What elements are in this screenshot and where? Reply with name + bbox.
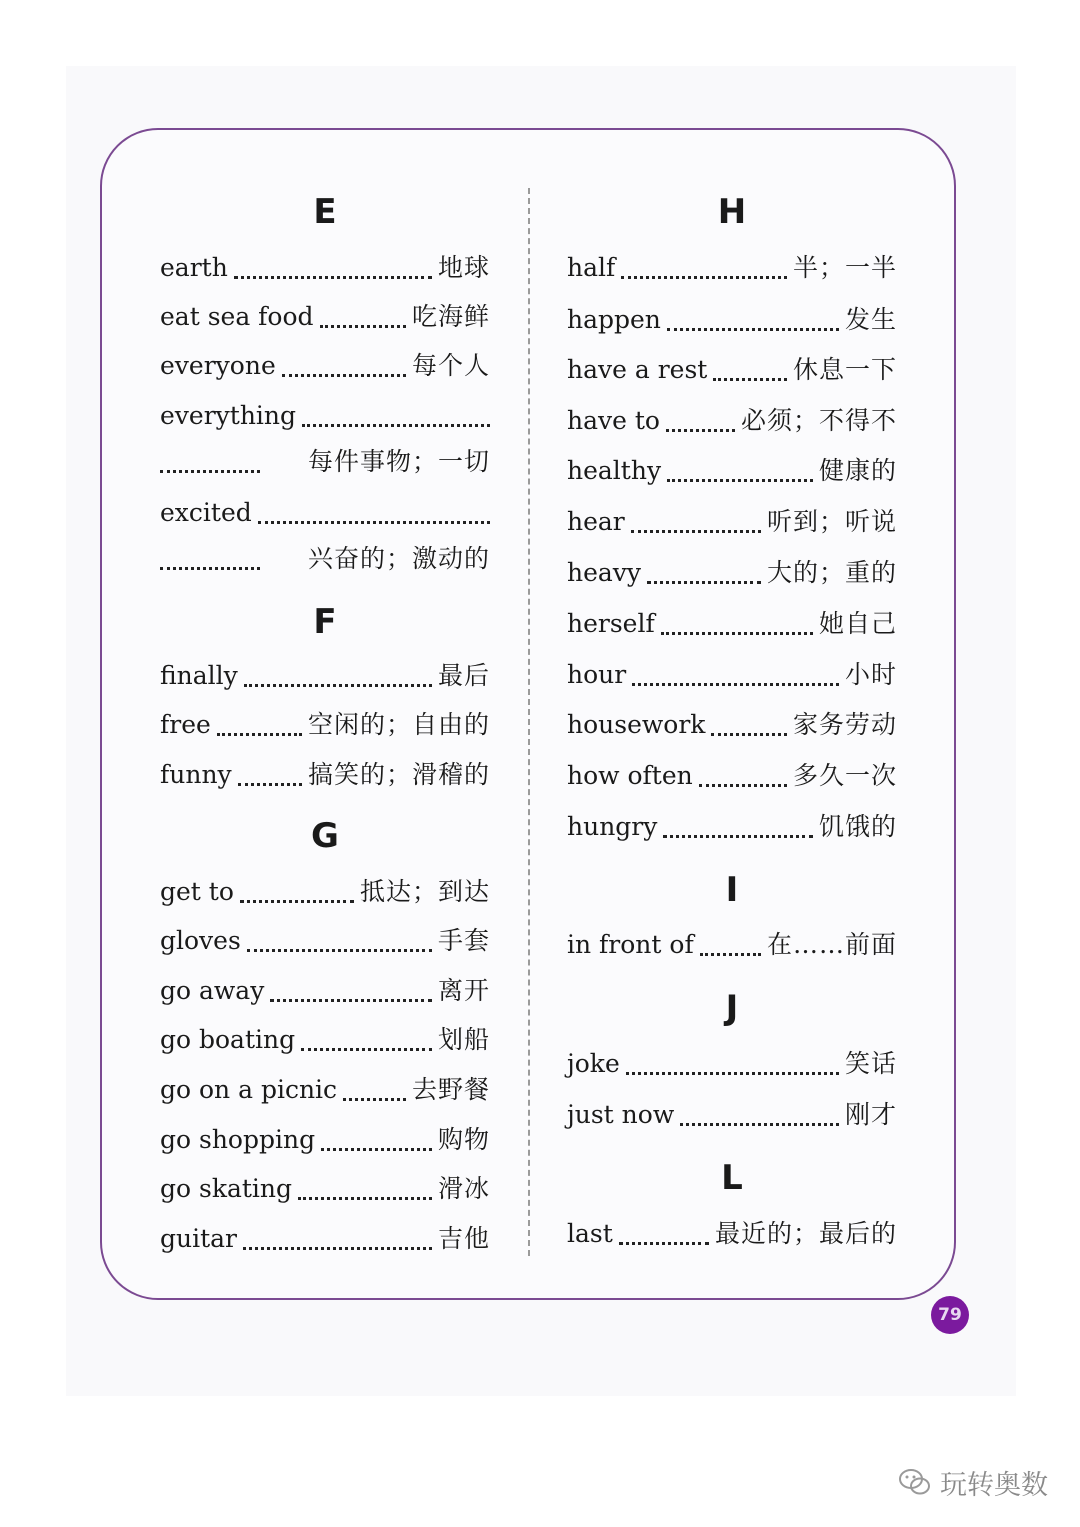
glossary-entry bbox=[160, 658, 490, 694]
entry-word: in front of bbox=[567, 930, 694, 959]
entry-word: hour bbox=[567, 660, 627, 689]
entry-word: just now bbox=[567, 1100, 675, 1129]
entry-meaning: 离开 bbox=[437, 976, 490, 1005]
glossary-entry bbox=[567, 927, 897, 963]
section-letter-f: F bbox=[313, 602, 337, 642]
entry-word: have a rest bbox=[567, 355, 708, 384]
glossary-entry bbox=[160, 398, 490, 434]
entry-meaning: 家务劳动 bbox=[792, 710, 897, 739]
entry-word: go skating bbox=[160, 1174, 293, 1203]
entry-meaning: 健康的 bbox=[818, 456, 897, 485]
glossary-entry bbox=[160, 348, 490, 384]
glossary-entry bbox=[567, 302, 897, 338]
glossary-entry bbox=[160, 973, 490, 1009]
entry-meaning: 空闲的；自由的 bbox=[307, 710, 490, 739]
entry-word: healthy bbox=[567, 456, 662, 485]
glossary-entry bbox=[567, 657, 897, 693]
entry-meaning: 划船 bbox=[437, 1025, 490, 1054]
entry-word: everyone bbox=[160, 351, 276, 380]
glossary-entry bbox=[567, 504, 897, 540]
entry-word: go shopping bbox=[160, 1125, 316, 1154]
entry-meaning: 必须；不得不 bbox=[740, 406, 897, 435]
entry-word: happen bbox=[567, 305, 661, 334]
glossary-entry bbox=[160, 923, 490, 959]
section-letter-i: I bbox=[725, 870, 739, 910]
entry-meaning: 小时 bbox=[844, 660, 897, 689]
entry-meaning: 听到；听说 bbox=[766, 507, 897, 536]
entry-word: half bbox=[567, 253, 616, 282]
section-letter-h: H bbox=[717, 192, 747, 232]
glossary-entry bbox=[567, 453, 897, 489]
glossary-entry bbox=[567, 1216, 897, 1252]
glossary-entry bbox=[160, 299, 490, 335]
entry-word: heavy bbox=[567, 558, 642, 587]
glossary-entry bbox=[567, 1097, 897, 1133]
glossary-entry bbox=[567, 403, 897, 439]
entry-word: go boating bbox=[160, 1025, 296, 1054]
entry-meaning: 饥饿的 bbox=[818, 812, 897, 841]
entry-word: housework bbox=[567, 710, 706, 739]
entry-word: hear bbox=[567, 507, 625, 536]
glossary-entry-continuation bbox=[160, 541, 490, 577]
entry-word: eat sea food bbox=[160, 302, 314, 331]
entry-word: last bbox=[567, 1219, 613, 1248]
entry-meaning: 多久一次 bbox=[792, 761, 897, 790]
glossary-entry bbox=[567, 809, 897, 845]
entry-word: earth bbox=[160, 253, 228, 282]
entry-word: free bbox=[160, 710, 211, 739]
entry-word: go on a picnic bbox=[160, 1075, 338, 1104]
entry-meaning: 兴奋的；激动的 bbox=[307, 544, 490, 573]
entry-word: funny bbox=[160, 760, 232, 789]
entry-meaning: 最近的；最后的 bbox=[714, 1219, 897, 1248]
entry-meaning: 滑冰 bbox=[437, 1174, 490, 1203]
wechat-icon bbox=[898, 1467, 932, 1497]
entry-meaning: 笑话 bbox=[844, 1049, 897, 1078]
section-letter-j: J bbox=[725, 988, 739, 1028]
glossary-entry bbox=[567, 352, 897, 388]
glossary-entry bbox=[160, 1171, 490, 1207]
glossary-entry bbox=[160, 1221, 490, 1257]
entry-meaning: 去野餐 bbox=[411, 1075, 490, 1104]
entry-meaning: 抵达；到达 bbox=[359, 877, 490, 906]
entry-meaning: 在……前面 bbox=[766, 930, 897, 959]
column-divider bbox=[528, 188, 530, 1256]
entry-word: have to bbox=[567, 406, 660, 435]
watermark bbox=[898, 1462, 1048, 1502]
section-letter-e: E bbox=[313, 192, 337, 232]
watermark-text: 玩转奥数 bbox=[940, 1469, 1048, 1501]
entry-meaning: 手套 bbox=[437, 926, 490, 955]
glossary-entry bbox=[567, 1046, 897, 1082]
entry-word: get to bbox=[160, 877, 234, 906]
entry-word: excited bbox=[160, 498, 252, 527]
entry-meaning: 休息一下 bbox=[792, 355, 897, 384]
entry-word: guitar bbox=[160, 1224, 238, 1253]
glossary-entry bbox=[567, 606, 897, 642]
glossary-entry bbox=[567, 758, 897, 794]
glossary-entry bbox=[160, 250, 490, 286]
glossary-entry bbox=[160, 757, 490, 793]
entry-meaning: 地球 bbox=[437, 253, 490, 282]
entry-meaning: 吉他 bbox=[437, 1224, 490, 1253]
entry-word: everything bbox=[160, 401, 297, 430]
entry-meaning: 每个人 bbox=[411, 351, 490, 380]
glossary-entry bbox=[567, 250, 897, 286]
entry-meaning: 大的；重的 bbox=[766, 558, 897, 587]
entry-word: go away bbox=[160, 976, 265, 1005]
glossary-entry-continuation bbox=[160, 444, 490, 480]
entry-word: gloves bbox=[160, 926, 241, 955]
entry-word: how often bbox=[567, 761, 693, 790]
glossary-entry bbox=[160, 1022, 490, 1058]
glossary-entry bbox=[160, 495, 490, 531]
glossary-entry bbox=[160, 1122, 490, 1158]
entry-meaning: 刚才 bbox=[844, 1100, 897, 1129]
glossary-entry bbox=[160, 1072, 490, 1108]
entry-meaning: 她自己 bbox=[818, 609, 897, 638]
entry-meaning: 每件事物；一切 bbox=[307, 447, 490, 476]
glossary-entry bbox=[567, 707, 897, 743]
entry-meaning: 最后 bbox=[437, 661, 490, 690]
entry-meaning: 搞笑的；滑稽的 bbox=[307, 760, 490, 789]
glossary-entry bbox=[567, 555, 897, 591]
entry-meaning: 吃海鲜 bbox=[411, 302, 490, 331]
glossary-entry bbox=[160, 707, 490, 743]
entry-word: herself bbox=[567, 609, 655, 638]
glossary-entry bbox=[160, 874, 490, 910]
entry-word: hungry bbox=[567, 812, 658, 841]
entry-word: finally bbox=[160, 661, 238, 690]
entry-meaning: 发生 bbox=[844, 305, 897, 334]
section-letter-g: G bbox=[311, 816, 339, 856]
entry-word: joke bbox=[567, 1049, 620, 1078]
section-letter-l: L bbox=[721, 1158, 743, 1198]
entry-meaning: 半；一半 bbox=[792, 253, 897, 282]
entry-meaning: 购物 bbox=[437, 1125, 490, 1154]
page-number-badge: 79 bbox=[931, 1296, 969, 1334]
